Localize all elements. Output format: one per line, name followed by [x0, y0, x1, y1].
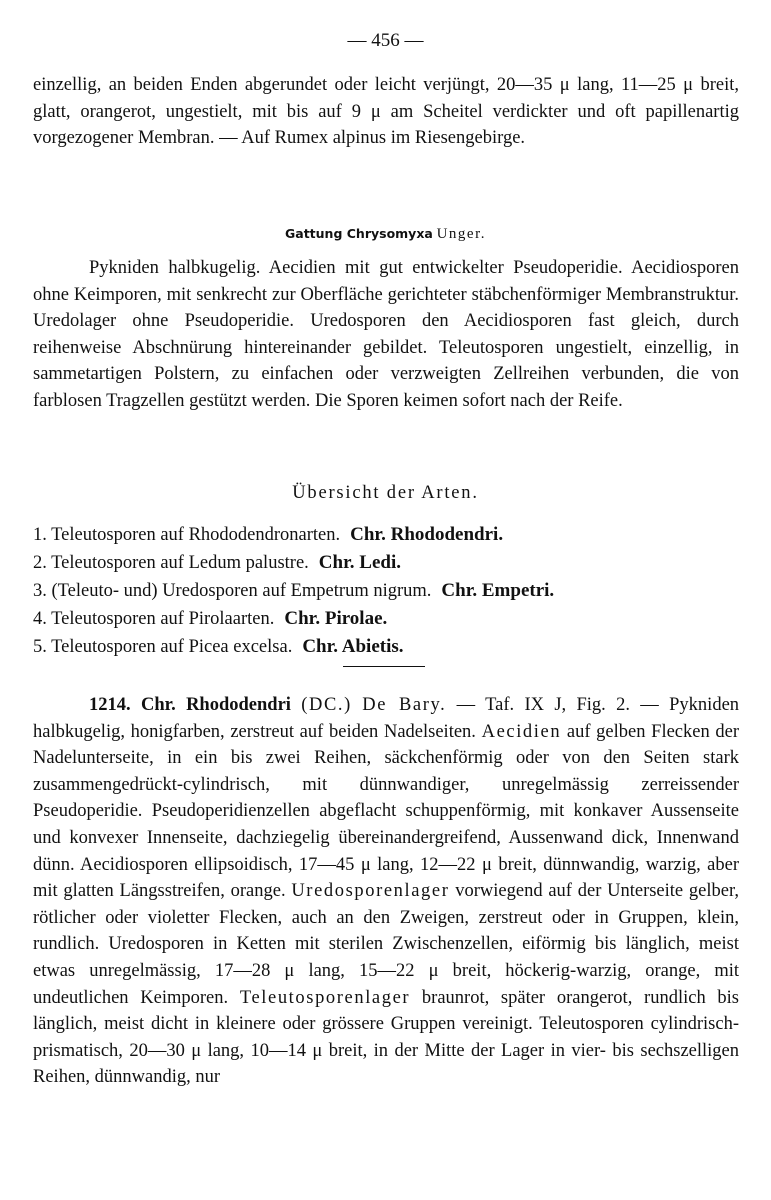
entry-number: 1214.: [89, 695, 131, 715]
key-item-species: Chr. Pirolae.: [284, 608, 388, 629]
key-item-species: Chr. Rhododendri.: [350, 524, 504, 545]
entry-uredo-label: Uredosporenlager: [291, 881, 450, 902]
genus-author: Unger.: [436, 226, 486, 242]
key-item-text: 2. Teleutosporen auf Ledum palustre.: [33, 553, 309, 573]
page-number: — 456 —: [347, 30, 424, 51]
entry-reference: — Taf. IX J, Fig. 2. —: [456, 695, 659, 715]
genus-description: Pykniden halbkugelig. Aecidien mit gut entwickelter Pseudoperidie. Aecidiosporen ohne Keimporen, mit senkrecht zur Oberfläche gerichteter stäbchenförmiger Membranstruktur. Uredolager ohne Pseudoperidie. Uredosporen den Aecidiosporen fast gleich, durch reihenweise Abschnürung hintereinander gebildet. Teleutosporen ungestielt, einzellig, in sammetartigen Polstern, zu einfachen oder verzweigten Zellreihen verbunden, die von farblosen Tragzellen gestützt werden. Die Sporen keimen sofort nach der Reife.: [33, 258, 739, 411]
entry-aecidien-label: Aecidien: [481, 721, 562, 742]
key-item-species: Chr. Ledi.: [318, 552, 401, 573]
entry-species-name: Chr. Rhododendri: [140, 695, 291, 715]
species-key-item: [33, 549, 739, 577]
species-key-item: [33, 577, 739, 605]
entry-author: (DC.): [301, 695, 352, 715]
section-divider: [343, 666, 425, 667]
key-item-text: 5. Teleutosporen auf Picea excelsa.: [33, 637, 293, 657]
key-item-species: Chr. Abietis.: [302, 636, 404, 657]
entry-teleuto-text: braunrot, später orangerot, rundlich bis länglich, meist dicht in kleinere oder grössere Gruppen vereinigt. Teleutosporen cylindrisch-prismatisch, 20—30 μ lang, 10—14 μ breit, in der Mitte der Lager in vier- bis sechszelligen Reihen, dünnwandig, nur: [33, 987, 740, 1088]
genus-heading: [0, 226, 771, 243]
species-key-item: [33, 521, 739, 549]
species-key-list: [33, 521, 739, 661]
entry-uredo-text: vorwiegend auf der Unterseite gelber, rötlicher oder violetter Flecken, auch an den Zweigen, zerstreut oder in Gruppen, klein, rundlich. Uredosporen in Ketten mit sterilen Zwischenzellen, eiförmig bis länglich, meist etwas unregelmässig, 17—28 μ lang, 15—22 μ breit, höckerig-warzig, orange, mit undeutlichen Keimporen.: [33, 881, 740, 1008]
entry-aecidien-text: auf gelben Flecken der Nadelunterseite, in ein bis zwei Reihen, säckchenförmig oder von den Seiten stark zusammengedrückt-cylindrisch, mit dünnwandiger, unregelmässig zerreissender Pseudoperidie. Pseudoperidienzellen abgeflacht schuppenförmig, mit konkaver Aussenseite und konvexer Innenseite, dachziegelig übereinandergreifend, Aussenwand dick, Innenwand dünn. Aecidiosporen ellipsoidisch, 17—45 μ lang, 12—22 μ breit, dünnwandig, warzig, aber mit glatten Längsstreifen, orange.: [33, 721, 740, 902]
genus-label: Gattung Chrysomyxa: [285, 226, 433, 241]
key-item-text: 3. (Teleuto- und) Uredosporen auf Empetrum nigrum.: [33, 581, 432, 601]
species-overview-heading: Übersicht der Arten.: [292, 483, 479, 503]
key-item-species: Chr. Empetri.: [441, 580, 555, 601]
species-key-item: [33, 633, 739, 661]
key-item-text: 4. Teleutosporen auf Pirolaarten.: [33, 609, 275, 629]
paragraph-continuation: einzellig, an beiden Enden abgerundet oder leicht verjüngt, 20—35 μ lang, 11—25 μ breit, glatt, orangerot, ungestielt, mit bis auf 9 μ am Scheitel verdickter und oft papillenartig vorgezogener Membran. — Auf Rumex alpinus im Riesengebirge.: [33, 75, 739, 149]
entry-author-2: De Bary.: [362, 695, 447, 715]
species-entry: [33, 692, 739, 1091]
key-item-text: 1. Teleutosporen auf Rhododendronarten.: [33, 525, 341, 545]
species-key-item: [33, 605, 739, 633]
entry-teleuto-label: Teleutosporenlager: [239, 987, 411, 1008]
entry-pyknidien: Pykniden halbkugelig, honigfarben, zerstreut auf beiden Nadelseiten.: [33, 695, 740, 742]
